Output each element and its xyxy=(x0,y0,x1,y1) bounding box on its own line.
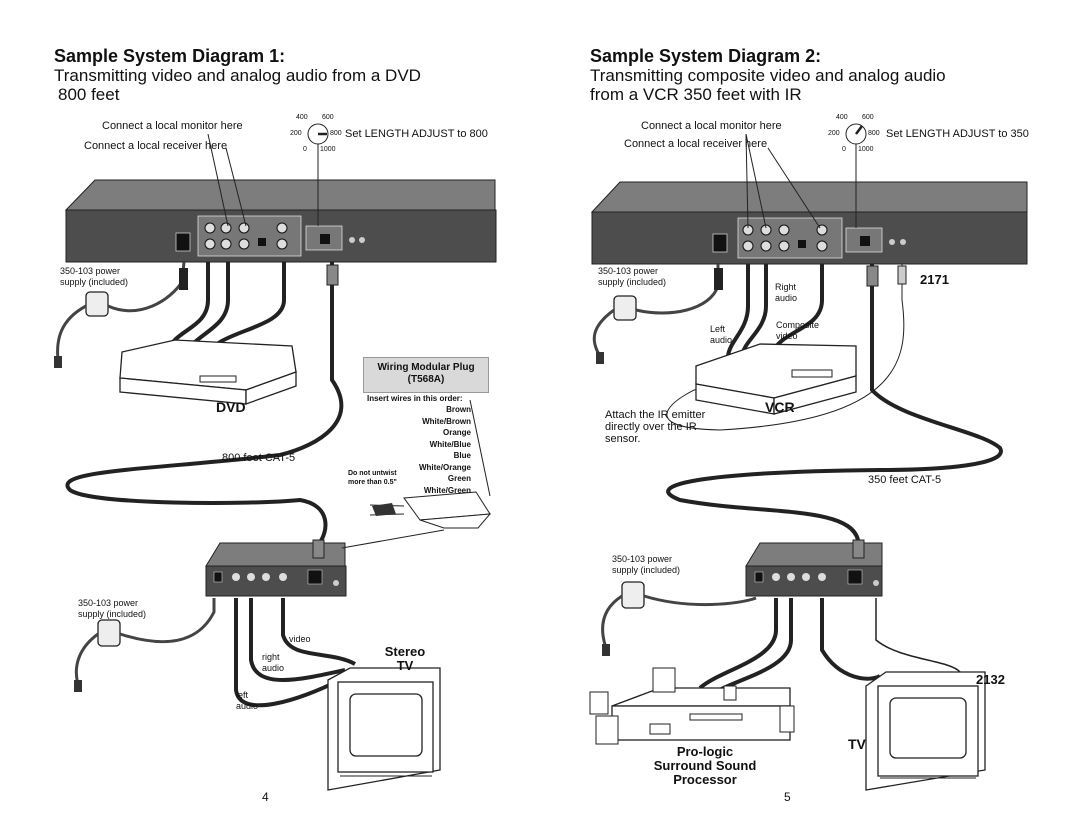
dial1-tick-0: 0 xyxy=(303,146,307,153)
video-label: video xyxy=(289,634,311,644)
processor-label-line1: Pro-logic xyxy=(676,744,734,759)
transmitter-unit-2 xyxy=(592,182,1027,264)
diagram1-subtitle-line1: Transmitting video and analog audio from a DVD xyxy=(54,66,421,85)
processor-label-line3: Processor xyxy=(673,772,737,787)
ir-receiver-cable xyxy=(876,598,960,672)
diagram2-power-supply-bottom-label: 350-103 power supply (included) xyxy=(612,554,681,575)
left-audio-label-2: Left audio xyxy=(710,324,733,345)
diagram2-cable-label: 350 feet CAT-5 xyxy=(868,474,942,486)
dial2-tick-600: 600 xyxy=(862,114,874,121)
diagram2-power-supply-top-label: 350-103 power supply (included) xyxy=(598,266,667,287)
dial2-tick-1000: 1000 xyxy=(858,146,874,153)
dial2-tick-400: 400 xyxy=(836,114,848,121)
tv-label: TV xyxy=(848,736,866,752)
rj45-plug-2-top xyxy=(867,266,878,286)
stereo-tv-label-line2: TV xyxy=(396,658,414,673)
processor-label xyxy=(640,745,770,787)
right-audio-label-2: Right audio xyxy=(775,282,798,303)
wire-3: Orange xyxy=(442,428,471,437)
diagram2-title: Sample System Diagram 2: xyxy=(590,46,822,66)
wiring-order-list xyxy=(404,404,471,496)
stereo-tv xyxy=(328,668,440,790)
diagram1-length-label: Set LENGTH ADJUST to 800 xyxy=(345,128,488,140)
wire-8: White/Green xyxy=(423,485,471,495)
diagram2-monitor-label: Connect a local monitor here xyxy=(641,120,782,132)
page-number-right: 5 xyxy=(784,790,791,804)
dial1-tick-200: 200 xyxy=(290,130,302,137)
ir-note-line3: sensor. xyxy=(605,433,641,445)
diagram1-power-supply-bottom-label: 350-103 power supply (included) xyxy=(78,598,147,619)
receiver-unit-1 xyxy=(206,543,346,596)
diagram1-title: Sample System Diagram 1: xyxy=(54,46,286,66)
part-2132-label: 2132 xyxy=(976,672,1005,687)
diagram1-power-supply-top-label: 350-103 power supply (included) xyxy=(60,266,129,287)
wire-1: Brown xyxy=(446,405,471,414)
stereo-tv-label-line1: Stereo xyxy=(384,644,426,659)
rj45-plug-1-top xyxy=(327,265,338,285)
wire-7: Green xyxy=(447,474,471,483)
tv-device xyxy=(866,672,985,790)
dvd-player xyxy=(120,340,296,404)
vcr-label: VCR xyxy=(765,399,795,415)
wire-2: White/Brown xyxy=(422,416,471,426)
dial2-tick-800: 800 xyxy=(868,130,880,137)
untwist-note-line2: more than 0.5" xyxy=(348,479,397,486)
diagram2-subtitle-line1: Transmitting composite video and analog audio xyxy=(590,66,946,85)
diagram2-length-label: Set LENGTH ADJUST to 350 xyxy=(886,128,1029,140)
wire-5: Blue xyxy=(453,451,471,460)
diagram1-monitor-label: Connect a local monitor here xyxy=(102,120,243,132)
rj45-plug-1-bottom xyxy=(313,540,324,558)
wiring-instruction: Insert wires in this order: xyxy=(367,394,463,403)
diagram1-subtitle-line2: 800 feet xyxy=(58,85,120,104)
untwist-note-line1: Do not untwist xyxy=(348,470,397,477)
diagram2-receiver-label: Connect a local receiver here xyxy=(624,138,768,150)
transmitter-unit-1 xyxy=(66,180,496,262)
composite-video-label: Composite video xyxy=(776,320,820,341)
diagram2-subtitle-line2: from a VCR 350 feet with IR xyxy=(590,85,802,104)
surround-processor xyxy=(590,668,794,744)
wiring-title-box xyxy=(363,357,489,393)
part-2171-label: 2171 xyxy=(920,272,949,287)
wiring-title-line2: (T568A) xyxy=(407,374,445,385)
dial1-tick-1000: 1000 xyxy=(320,146,336,153)
stereo-tv-label xyxy=(382,645,428,673)
ir-note-line2: directly over the IR xyxy=(605,421,697,433)
dial1-tick-600: 600 xyxy=(322,114,334,121)
power-supply-2-bottom xyxy=(602,582,756,656)
left-audio-label-1: left audio xyxy=(236,690,259,711)
ir-note-line1: Attach the IR emitter xyxy=(605,409,706,421)
right-audio-label-1: right audio xyxy=(262,652,285,673)
diagram1-receiver-label: Connect a local receiver here xyxy=(84,140,228,152)
dial1-tick-800: 800 xyxy=(330,130,342,137)
processor-label-line2: Surround Sound xyxy=(653,758,757,773)
wire-4: White/Blue xyxy=(429,439,471,449)
dvd-label: DVD xyxy=(216,399,246,415)
wire-6: White/Orange xyxy=(418,462,471,472)
diagram1-cable-label: 800 feet CAT-5 xyxy=(222,452,296,464)
dial2-tick-200: 200 xyxy=(828,130,840,137)
ir-emitter-2171 xyxy=(898,266,906,284)
wiring-title-line1: Wiring Modular Plug xyxy=(377,362,475,373)
page-number-left: 4 xyxy=(262,790,269,804)
dial1-tick-400: 400 xyxy=(296,114,308,121)
rj45-plug-2-bottom xyxy=(853,540,864,558)
processor-cables xyxy=(700,598,880,694)
dial2-tick-0: 0 xyxy=(842,146,846,153)
